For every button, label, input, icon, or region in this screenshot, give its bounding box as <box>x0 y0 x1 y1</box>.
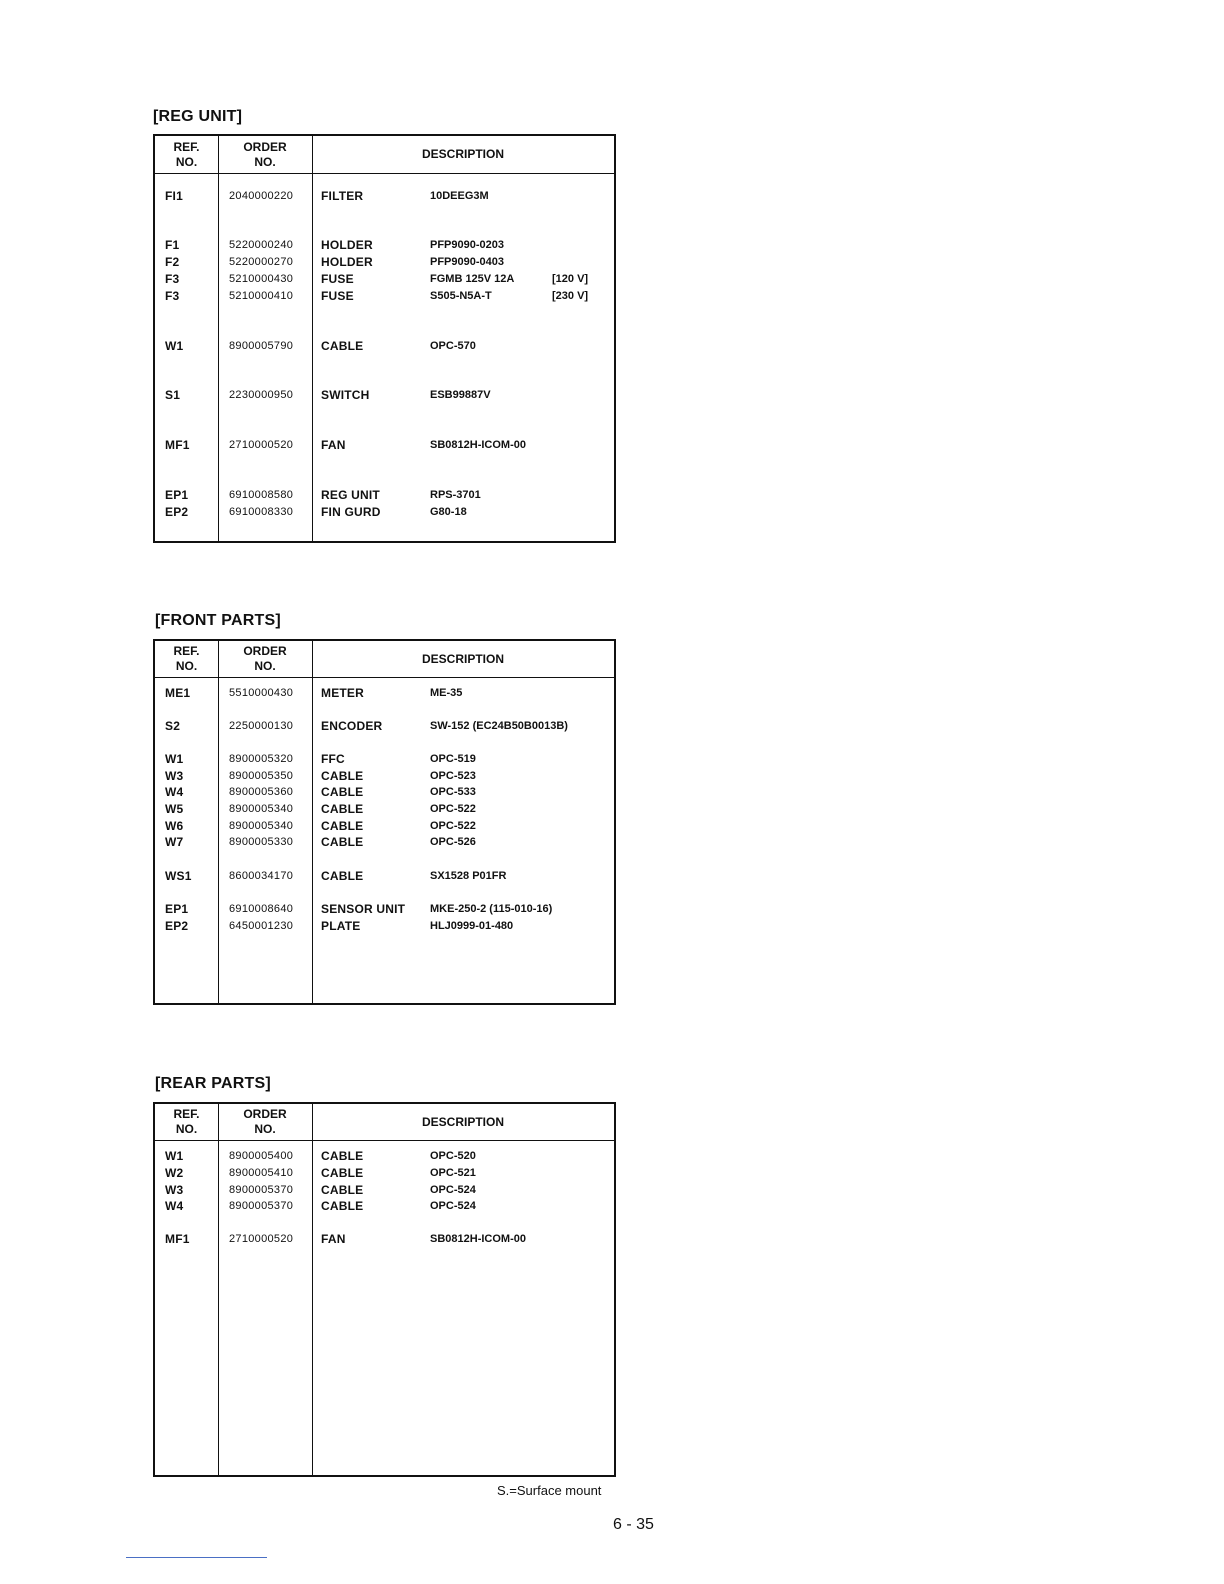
order-no: 8900005410 <box>229 1167 294 1179</box>
header-description <box>312 641 614 677</box>
order-no: 8900005400 <box>229 1150 294 1162</box>
header-text: NO. <box>254 154 276 169</box>
voltage-note: [230 V] <box>552 290 589 302</box>
parts-table <box>153 1102 616 1477</box>
table-row <box>155 818 614 835</box>
part-description: OPC-524 <box>430 1200 476 1212</box>
order-no: 2710000520 <box>229 1233 294 1245</box>
header-order-no <box>218 641 312 677</box>
header-text: ORDER <box>243 1107 287 1121</box>
part-description: OPC-522 <box>430 803 476 815</box>
order-no: 2250000130 <box>229 720 294 732</box>
part-name: CABLE <box>321 819 364 833</box>
part-name: CABLE <box>321 769 364 783</box>
ref-no: EP2 <box>165 505 189 519</box>
header-description <box>312 1104 614 1140</box>
part-name: CABLE <box>321 1199 364 1213</box>
part-name: HOLDER <box>321 255 373 269</box>
order-no: 6450001230 <box>229 920 294 932</box>
part-description: PFP9090-0403 <box>430 256 504 268</box>
table-row <box>155 918 614 935</box>
ref-no: EP1 <box>165 902 189 916</box>
ref-no: EP1 <box>165 488 189 502</box>
header-text: DESCRIPTION <box>421 651 504 666</box>
part-name: FILTER <box>321 189 364 203</box>
part-description: 10DEEG3M <box>430 190 489 202</box>
table-row <box>155 1165 614 1182</box>
table-row <box>155 1148 614 1165</box>
table-row <box>155 834 614 851</box>
table-row <box>155 1182 614 1199</box>
part-name: REG UNIT <box>321 488 380 502</box>
header-text: NO. <box>175 154 198 169</box>
ref-no: W4 <box>165 785 184 799</box>
part-description: OPC-533 <box>430 786 476 798</box>
table-row <box>155 387 614 404</box>
ref-no: W3 <box>165 769 184 783</box>
table-header <box>155 1104 614 1141</box>
ref-no: F2 <box>165 255 180 269</box>
part-description: HLJ0999-01-480 <box>430 920 514 932</box>
voltage-note: [120 V] <box>552 273 589 285</box>
table-row <box>155 784 614 801</box>
order-no: 8600034170 <box>229 870 294 882</box>
part-name: FUSE <box>321 272 354 286</box>
table-row <box>155 288 614 305</box>
table-row <box>155 1231 614 1248</box>
order-no: 8900005320 <box>229 753 294 765</box>
header-ref-no <box>155 136 218 173</box>
part-name: CABLE <box>321 339 364 353</box>
header-text: ORDER <box>243 644 287 658</box>
order-no: 8900005370 <box>229 1200 294 1212</box>
header-description <box>312 136 614 173</box>
ref-no: MF1 <box>165 1232 190 1246</box>
part-description: SW-152 (EC24B50B0013B) <box>430 720 568 732</box>
order-no: 2710000520 <box>229 439 294 451</box>
table-row <box>155 338 614 355</box>
table-row <box>155 271 614 288</box>
header-text: NO. <box>254 659 276 673</box>
table-row <box>155 751 614 768</box>
section-title: [FRONT PARTS] <box>155 612 281 629</box>
part-description: PFP9090-0203 <box>430 239 504 251</box>
order-no: 8900005360 <box>229 786 294 798</box>
ref-no: W1 <box>165 339 184 353</box>
part-description: OPC-570 <box>430 340 476 352</box>
part-name: FIN GURD <box>321 505 381 519</box>
part-description: SX1528 P01FR <box>430 870 507 882</box>
part-description: OPC-524 <box>430 1184 476 1196</box>
part-name: CABLE <box>321 802 364 816</box>
part-description: S505-N5A-T <box>430 290 492 302</box>
part-description: OPC-526 <box>430 836 476 848</box>
ref-no: FI1 <box>165 189 183 203</box>
part-name: HOLDER <box>321 238 373 252</box>
table-header <box>155 641 614 678</box>
part-description: SB0812H-ICOM-00 <box>430 439 526 451</box>
header-ref-no <box>155 641 218 677</box>
table-row <box>155 868 614 885</box>
header-text: REF. <box>173 644 200 658</box>
header-order-no <box>218 136 312 173</box>
part-name: FFC <box>321 752 345 766</box>
order-no: 6910008580 <box>229 489 294 501</box>
part-description: OPC-521 <box>430 1167 476 1179</box>
header-text: NO. <box>175 1122 198 1136</box>
order-no: 8900005370 <box>229 1184 294 1196</box>
bottom-rule <box>126 1557 267 1558</box>
ref-no: W1 <box>165 1149 184 1163</box>
order-no: 8900005340 <box>229 820 294 832</box>
order-no: 6910008330 <box>229 506 294 518</box>
table-header <box>155 136 614 174</box>
ref-no: WS1 <box>165 869 192 883</box>
header-text: DESCRIPTION <box>421 1114 504 1129</box>
ref-no: W4 <box>165 1199 184 1213</box>
ref-no: EP2 <box>165 919 189 933</box>
table-row <box>155 718 614 735</box>
ref-no: S2 <box>165 719 181 733</box>
table-row <box>155 901 614 918</box>
order-no: 5210000430 <box>229 273 294 285</box>
table-row <box>155 437 614 454</box>
order-no: 2040000220 <box>229 190 294 202</box>
parts-table <box>153 639 616 1005</box>
table-row <box>155 801 614 818</box>
ref-no: F3 <box>165 272 180 286</box>
part-description: ME-35 <box>430 687 463 699</box>
surface-mount-footnote: S.=Surface mount <box>497 1483 602 1498</box>
order-no: 8900005340 <box>229 803 294 815</box>
table-row <box>155 487 614 504</box>
ref-no: W3 <box>165 1183 184 1197</box>
part-name: ENCODER <box>321 719 383 733</box>
part-name: FUSE <box>321 289 354 303</box>
part-description: OPC-519 <box>430 753 476 765</box>
table-row <box>155 1198 614 1215</box>
order-no: 6910008640 <box>229 903 294 915</box>
part-name: FAN <box>321 1232 346 1246</box>
table-row <box>155 237 614 254</box>
ref-no: MF1 <box>165 438 190 452</box>
part-description: OPC-520 <box>430 1150 476 1162</box>
part-name: CABLE <box>321 869 364 883</box>
part-name: SWITCH <box>321 388 370 402</box>
table-row <box>155 685 614 702</box>
header-text: REF. <box>173 139 200 154</box>
ref-no: F3 <box>165 289 180 303</box>
parts-table <box>153 134 616 543</box>
part-description: MKE-250-2 (115-010-16) <box>430 903 553 915</box>
header-text: DESCRIPTION <box>421 147 504 161</box>
table-row <box>155 188 614 205</box>
ref-no: S1 <box>165 388 181 402</box>
part-name: CABLE <box>321 785 364 799</box>
ref-no: F1 <box>165 238 180 252</box>
ref-no: ME1 <box>165 686 191 700</box>
part-description: ESB99887V <box>430 389 491 401</box>
header-ref-no <box>155 1104 218 1140</box>
part-description: G80-18 <box>430 506 467 518</box>
part-description: OPC-522 <box>430 820 476 832</box>
table-row <box>155 768 614 785</box>
ref-no: W7 <box>165 835 184 849</box>
ref-no: W5 <box>165 802 184 816</box>
order-no: 8900005330 <box>229 836 294 848</box>
order-no: 8900005350 <box>229 770 294 782</box>
ref-no: W1 <box>165 752 184 766</box>
header-text: NO. <box>175 659 198 673</box>
part-name: SENSOR UNIT <box>321 902 406 916</box>
part-name: CABLE <box>321 1183 364 1197</box>
order-no: 8900005790 <box>229 340 294 352</box>
header-order-no <box>218 1104 312 1140</box>
part-name: CABLE <box>321 1166 364 1180</box>
part-name: FAN <box>321 438 346 452</box>
order-no: 5220000270 <box>229 256 294 268</box>
part-name: METER <box>321 686 364 700</box>
table-row <box>155 254 614 271</box>
section-title: [REG UNIT] <box>153 108 243 125</box>
part-name: PLATE <box>321 919 361 933</box>
order-no: 5220000240 <box>229 239 294 251</box>
part-name: CABLE <box>321 1149 364 1163</box>
section-title: [REAR PARTS] <box>155 1075 271 1092</box>
ref-no: W6 <box>165 819 184 833</box>
part-description: OPC-523 <box>430 770 476 782</box>
order-no: 2230000950 <box>229 389 294 401</box>
table-row <box>155 504 614 521</box>
header-text: ORDER <box>243 139 287 154</box>
part-name: CABLE <box>321 835 364 849</box>
page-number: 6 - 35 <box>613 1516 654 1533</box>
header-text: REF. <box>173 1107 200 1121</box>
order-no: 5510000430 <box>229 687 294 699</box>
ref-no: W2 <box>165 1166 184 1180</box>
part-description: SB0812H-ICOM-00 <box>430 1233 526 1245</box>
part-description: FGMB 125V 12A <box>430 273 515 285</box>
part-description: RPS-3701 <box>430 489 481 501</box>
header-text: NO. <box>254 1122 276 1136</box>
order-no: 5210000410 <box>229 290 294 302</box>
